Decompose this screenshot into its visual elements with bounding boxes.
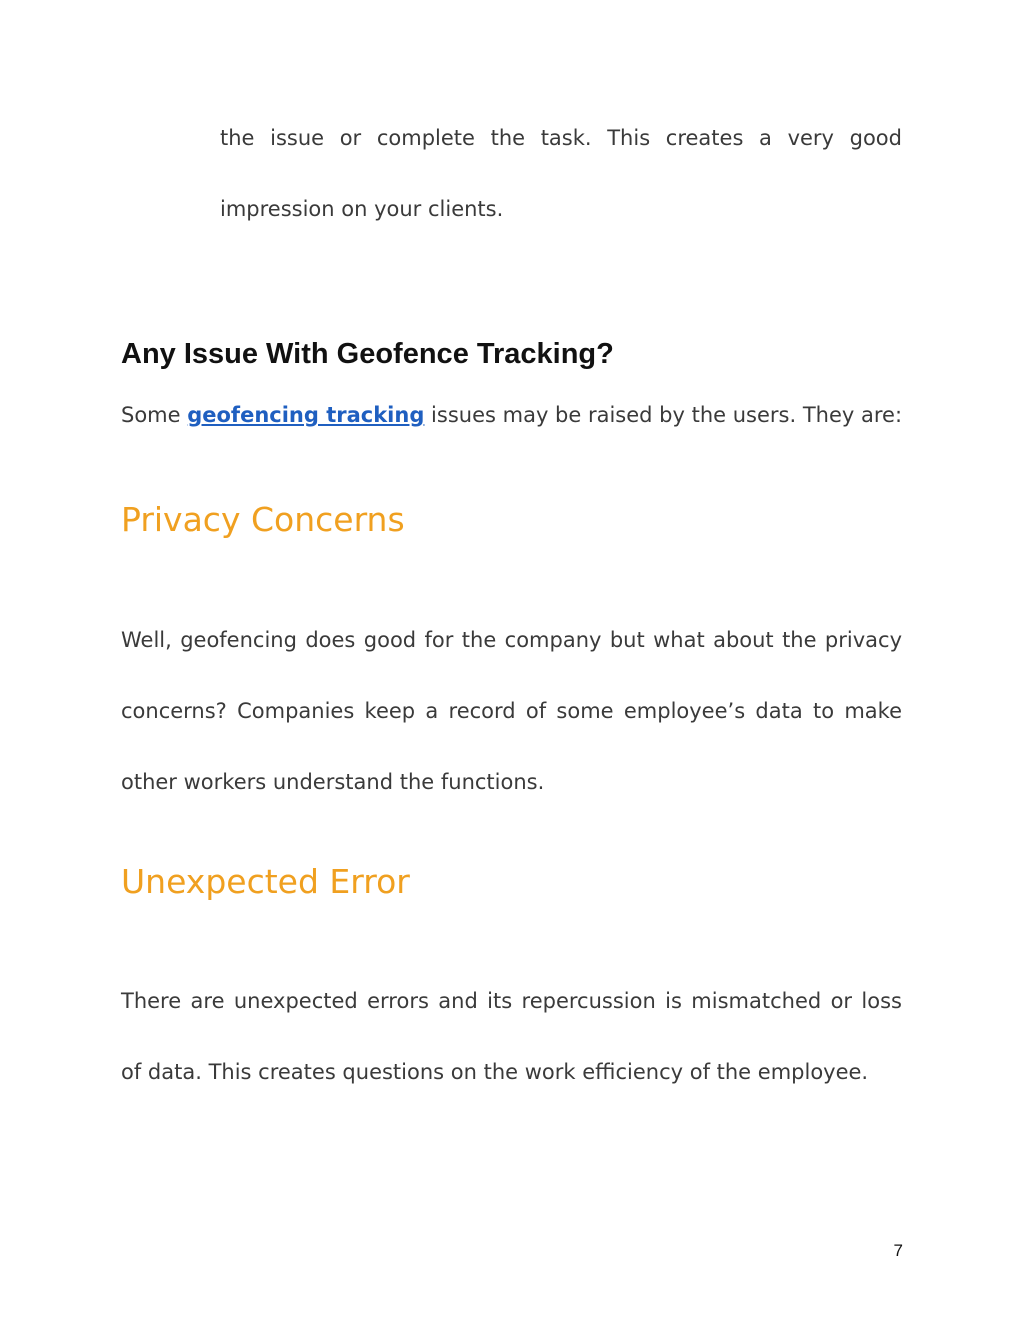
error-line-2: of data. This creates questions on the work efficiency of the employee. bbox=[121, 1060, 869, 1084]
intro-paragraph bbox=[220, 103, 902, 245]
page-number: 7 bbox=[893, 1241, 903, 1260]
error-paragraph bbox=[121, 966, 902, 1108]
privacy-line-2: concerns? Companies keep a record of some employee’s data to make bbox=[121, 699, 902, 723]
privacy-paragraph bbox=[121, 605, 902, 818]
privacy-line-1: Well, geofencing does good for the company but what about the privacy bbox=[121, 628, 902, 652]
unexpected-error-heading: Unexpected Error bbox=[121, 862, 410, 901]
error-line-1: There are unexpected errors and its repercussion is mismatched or loss bbox=[121, 989, 902, 1013]
section-heading: Any Issue With Geofence Tracking? bbox=[121, 338, 614, 370]
lead-text-before: Some bbox=[121, 403, 188, 427]
privacy-concerns-heading: Privacy Concerns bbox=[121, 500, 405, 539]
geofencing-tracking-link[interactable]: geofencing tracking bbox=[187, 403, 425, 427]
intro-line-2: impression on your clients. bbox=[220, 197, 504, 221]
lead-text-after: issues may be raised by the users. They are: bbox=[424, 403, 903, 427]
privacy-line-3: other workers understand the functions. bbox=[121, 770, 545, 794]
lead-paragraph bbox=[121, 403, 902, 427]
intro-line-1: the issue or complete the task. This creates a very good bbox=[220, 126, 902, 150]
